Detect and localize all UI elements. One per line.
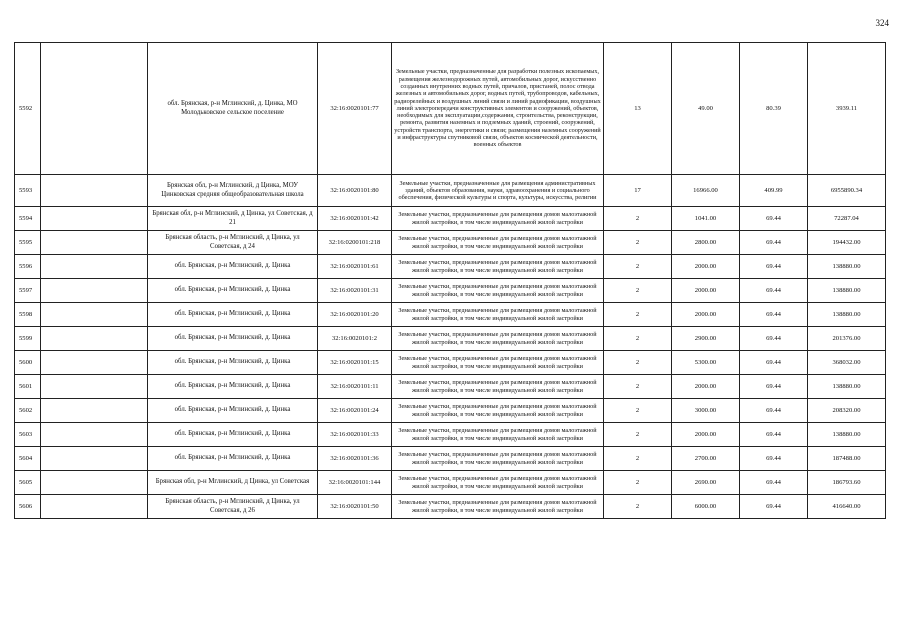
table-row — [15, 207, 886, 231]
use-code-cell: 2 — [604, 495, 672, 519]
row-number-cell: 5597 — [15, 279, 41, 303]
use-code-cell: 2 — [604, 471, 672, 495]
table-row — [15, 175, 886, 207]
cadastral-value-cell: 368032.00 — [808, 351, 886, 375]
unit-value-cell: 69.44 — [740, 471, 808, 495]
cadastral-value-cell: 3939.11 — [808, 43, 886, 175]
use-code-cell: 2 — [604, 447, 672, 471]
blank-cell — [41, 231, 148, 255]
row-number-cell: 5592 — [15, 43, 41, 175]
cadastral-value-cell: 138880.00 — [808, 303, 886, 327]
table-row — [15, 327, 886, 351]
unit-value-cell: 69.44 — [740, 231, 808, 255]
use-code-cell: 13 — [604, 43, 672, 175]
cadastral-value-cell: 186793.60 — [808, 471, 886, 495]
unit-value-cell: 69.44 — [740, 375, 808, 399]
area-cell: 2000.00 — [672, 279, 740, 303]
use-code-cell: 2 — [604, 303, 672, 327]
table-row — [15, 279, 886, 303]
blank-cell — [41, 279, 148, 303]
cadastral-number-cell: 32:16:0020101:80 — [318, 175, 392, 207]
address-cell: обл. Брянская, р-н Мглинский, д. Цинка — [148, 255, 318, 279]
row-number-cell: 5604 — [15, 447, 41, 471]
table-row — [15, 303, 886, 327]
row-number-cell: 5603 — [15, 423, 41, 447]
cadastral-value-cell: 72287.04 — [808, 207, 886, 231]
table-body — [15, 43, 886, 519]
address-cell: обл. Брянская, р-н Мглинский, д. Цинка — [148, 399, 318, 423]
land-use-cell: Земельные участки, предназначенные для размещения домов малоэтажной жилой застройки, в том числе индивидуальной жилой застройки — [392, 279, 604, 303]
land-use-cell: Земельные участки, предназначенные для размещения домов малоэтажной жилой застройки, в том числе индивидуальной жилой застройки — [392, 447, 604, 471]
unit-value-cell: 69.44 — [740, 399, 808, 423]
cadastral-number-cell: 32:16:0020101:20 — [318, 303, 392, 327]
area-cell: 2000.00 — [672, 423, 740, 447]
page-number: 324 — [875, 18, 889, 28]
blank-cell — [41, 495, 148, 519]
row-number-cell: 5599 — [15, 327, 41, 351]
address-cell: обл. Брянская, р-н Мглинский, д. Цинка — [148, 447, 318, 471]
row-number-cell: 5596 — [15, 255, 41, 279]
address-cell: обл. Брянская, р-н Мглинский, д. Цинка — [148, 303, 318, 327]
unit-value-cell: 69.44 — [740, 279, 808, 303]
land-use-cell: Земельные участки, предназначенные для размещения домов малоэтажной жилой застройки, в том числе индивидуальной жилой застройки — [392, 399, 604, 423]
use-code-cell: 2 — [604, 375, 672, 399]
row-number-cell: 5602 — [15, 399, 41, 423]
row-number-cell: 5605 — [15, 471, 41, 495]
land-use-cell: Земельные участки, предназначенные для размещения домов малоэтажной жилой застройки, в том числе индивидуальной жилой застройки — [392, 303, 604, 327]
row-number-cell: 5606 — [15, 495, 41, 519]
table-row — [15, 351, 886, 375]
unit-value-cell: 69.44 — [740, 207, 808, 231]
unit-value-cell: 69.44 — [740, 303, 808, 327]
use-code-cell: 2 — [604, 423, 672, 447]
table-row — [15, 43, 886, 175]
use-code-cell: 2 — [604, 207, 672, 231]
land-use-cell: Земельные участки, предназначенные для размещения домов малоэтажной жилой застройки, в том числе индивидуальной жилой застройки — [392, 375, 604, 399]
cadastral-number-cell: 32:16:0020101:61 — [318, 255, 392, 279]
address-cell: Брянская обл, р-н Мглинский, д Цинка, ул Советская, д 21 — [148, 207, 318, 231]
unit-value-cell: 69.44 — [740, 495, 808, 519]
address-cell: обл. Брянская, р-н Мглинский, д. Цинка, МО Молодьковское сельское поселение — [148, 43, 318, 175]
row-number-cell: 5598 — [15, 303, 41, 327]
blank-cell — [41, 399, 148, 423]
blank-cell — [41, 207, 148, 231]
cadastral-number-cell: 32:16:0020101:36 — [318, 447, 392, 471]
cadastral-value-cell: 194432.00 — [808, 231, 886, 255]
land-use-cell: Земельные участки, предназначенные для размещения административных зданий, объектов образования, науки, здравоохранения и социального обеспечения, физической культуры и спорта, культуры, искусства, религии — [392, 175, 604, 207]
cadastral-number-cell: 32:16:0020101:50 — [318, 495, 392, 519]
cadastral-value-cell: 416640.00 — [808, 495, 886, 519]
table-row — [15, 399, 886, 423]
unit-value-cell: 80.39 — [740, 43, 808, 175]
cadastral-number-cell: 32:16:0020101:2 — [318, 327, 392, 351]
land-use-cell: Земельные участки, предназначенные для размещения домов малоэтажной жилой застройки, в том числе индивидуальной жилой застройки — [392, 471, 604, 495]
cadastral-number-cell: 32:16:0020101:77 — [318, 43, 392, 175]
land-use-cell: Земельные участки, предназначенные для размещения домов малоэтажной жилой застройки, в том числе индивидуальной жилой застройки — [392, 423, 604, 447]
cadastral-number-cell: 32:16:0020101:42 — [318, 207, 392, 231]
area-cell: 2000.00 — [672, 255, 740, 279]
use-code-cell: 2 — [604, 279, 672, 303]
address-cell: обл. Брянская, р-н Мглинский, д. Цинка — [148, 327, 318, 351]
cadastral-value-cell: 201376.00 — [808, 327, 886, 351]
use-code-cell: 2 — [604, 399, 672, 423]
cadastral-value-table — [14, 42, 886, 519]
address-cell: Брянская область, р-н Мглинский, д Цинка, ул Советская, д 24 — [148, 231, 318, 255]
cadastral-value-cell: 6955890.34 — [808, 175, 886, 207]
cadastral-number-cell: 32:16:0020101:144 — [318, 471, 392, 495]
area-cell: 2690.00 — [672, 471, 740, 495]
unit-value-cell: 69.44 — [740, 351, 808, 375]
unit-value-cell: 69.44 — [740, 447, 808, 471]
address-cell: обл. Брянская, р-н Мглинский, д. Цинка — [148, 279, 318, 303]
area-cell: 49.00 — [672, 43, 740, 175]
table-row — [15, 255, 886, 279]
land-use-cell: Земельные участки, предназначенные для размещения домов малоэтажной жилой застройки, в том числе индивидуальной жилой застройки — [392, 255, 604, 279]
blank-cell — [41, 303, 148, 327]
address-cell: обл. Брянская, р-н Мглинский, д. Цинка — [148, 351, 318, 375]
blank-cell — [41, 351, 148, 375]
cadastral-number-cell: 32:16:0020101:31 — [318, 279, 392, 303]
area-cell: 6000.00 — [672, 495, 740, 519]
table-row — [15, 471, 886, 495]
land-use-cell: Земельные участки, предназначенные для размещения домов малоэтажной жилой застройки, в том числе индивидуальной жилой застройки — [392, 231, 604, 255]
table-row — [15, 495, 886, 519]
unit-value-cell: 69.44 — [740, 255, 808, 279]
use-code-cell: 2 — [604, 327, 672, 351]
blank-cell — [41, 255, 148, 279]
unit-value-cell: 69.44 — [740, 327, 808, 351]
blank-cell — [41, 43, 148, 175]
area-cell: 2900.00 — [672, 327, 740, 351]
blank-cell — [41, 423, 148, 447]
cadastral-number-cell: 32:16:0020101:15 — [318, 351, 392, 375]
table-row — [15, 231, 886, 255]
area-cell: 2700.00 — [672, 447, 740, 471]
row-number-cell: 5594 — [15, 207, 41, 231]
row-number-cell: 5601 — [15, 375, 41, 399]
cadastral-number-cell: 32:16:0020101:11 — [318, 375, 392, 399]
area-cell: 2000.00 — [672, 375, 740, 399]
area-cell: 2000.00 — [672, 303, 740, 327]
table-row — [15, 447, 886, 471]
land-use-cell: Земельные участки, предназначенные для размещения домов малоэтажной жилой застройки, в том числе индивидуальной жилой застройки — [392, 207, 604, 231]
area-cell: 3000.00 — [672, 399, 740, 423]
blank-cell — [41, 175, 148, 207]
row-number-cell: 5595 — [15, 231, 41, 255]
cadastral-number-cell: 32:16:0020101:24 — [318, 399, 392, 423]
cadastral-number-cell: 32:16:0200101:218 — [318, 231, 392, 255]
cadastral-value-cell: 138880.00 — [808, 375, 886, 399]
address-cell: Брянская обл, р-н Мглинский, д Цинка, ул Советская — [148, 471, 318, 495]
address-cell: обл. Брянская, р-н Мглинский, д. Цинка — [148, 423, 318, 447]
blank-cell — [41, 447, 148, 471]
row-number-cell: 5593 — [15, 175, 41, 207]
land-use-cell: Земельные участки, предназначенные для размещения домов малоэтажной жилой застройки, в том числе индивидуальной жилой застройки — [392, 327, 604, 351]
address-cell: Брянская обл, р-н Мглинский, д Цинка, МОУ Цинковская средняя общеобразовательная школа — [148, 175, 318, 207]
land-use-cell: Земельные участки, предназначенные для размещения домов малоэтажной жилой застройки, в том числе индивидуальной жилой застройки — [392, 351, 604, 375]
blank-cell — [41, 471, 148, 495]
address-cell: обл. Брянская, р-н Мглинский, д. Цинка — [148, 375, 318, 399]
blank-cell — [41, 327, 148, 351]
use-code-cell: 2 — [604, 231, 672, 255]
use-code-cell: 2 — [604, 255, 672, 279]
cadastral-value-cell: 187488.00 — [808, 447, 886, 471]
address-cell: Брянская область, р-н Мглинский, д Цинка, ул Советская, д 26 — [148, 495, 318, 519]
area-cell: 2800.00 — [672, 231, 740, 255]
blank-cell — [41, 375, 148, 399]
unit-value-cell: 409.99 — [740, 175, 808, 207]
table-row — [15, 375, 886, 399]
table-row — [15, 423, 886, 447]
area-cell: 5300.00 — [672, 351, 740, 375]
use-code-cell: 2 — [604, 351, 672, 375]
cadastral-value-cell: 138880.00 — [808, 423, 886, 447]
unit-value-cell: 69.44 — [740, 423, 808, 447]
area-cell: 16966.00 — [672, 175, 740, 207]
cadastral-value-cell: 208320.00 — [808, 399, 886, 423]
cadastral-number-cell: 32:16:0020101:33 — [318, 423, 392, 447]
land-use-cell: Земельные участки, предназначенные для разработки полезных ископаемых, размещения железнодорожных путей, автомобильных дорог, искусственно созданных внутренних водных путей, причалов, пристаней, полос отвода железных и автомобильных дорог, водных путей, трубопроводов, кабельных, радиорелейных и воздушных линий связи и линий радиофикации, воздушных линий электропередачи конструктивных элементов и сооружений, объектов, необходимых для эксплуатации,содержания, строительства, реконструкции, ремонта, развития наземных и подземных зданий, строений, сооружений, устройств транспорта, энергетики и связи; размещения наземных сооружений и инфраструктуры спутниковой связи, объектов космической деятельности, военных объектов — [392, 43, 604, 175]
cadastral-value-cell: 138880.00 — [808, 279, 886, 303]
row-number-cell: 5600 — [15, 351, 41, 375]
cadastral-value-cell: 138880.00 — [808, 255, 886, 279]
area-cell: 1041.00 — [672, 207, 740, 231]
land-use-cell: Земельные участки, предназначенные для размещения домов малоэтажной жилой застройки, в том числе индивидуальной жилой застройки — [392, 495, 604, 519]
use-code-cell: 17 — [604, 175, 672, 207]
